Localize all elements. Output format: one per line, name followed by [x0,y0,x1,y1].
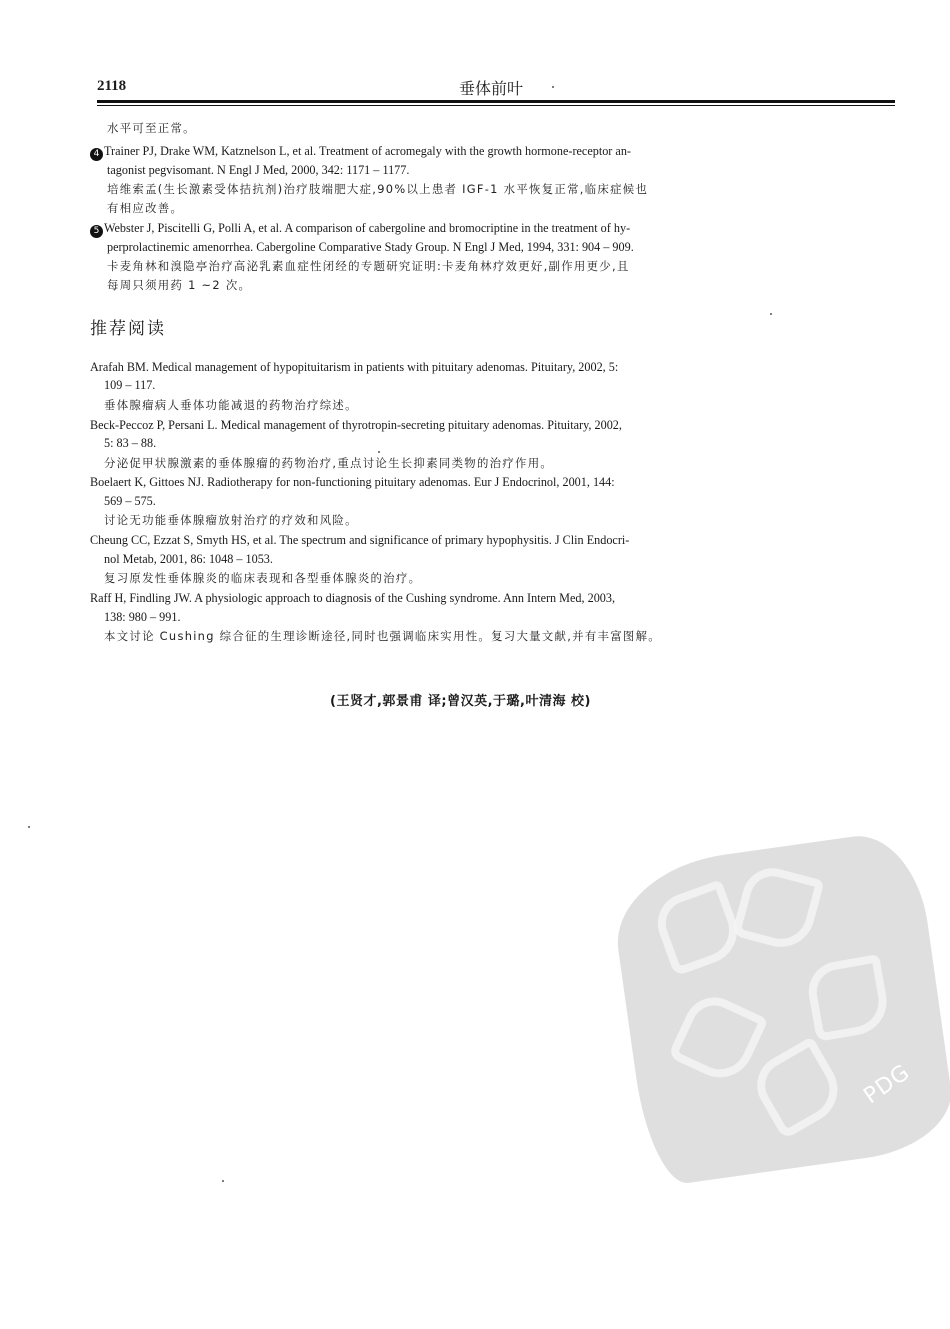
page-number: 2118 [97,78,127,94]
reading-citation: Raff H, Findling JW. A physiologic approach to diagnosis of the Cushing syndrome. Ann Intern Med, 2003, [90,591,616,605]
reference-citation: Webster J, Piscitelli G, Polli A, et al. A comparison of cabergoline and bromocriptine in the treatment of hy- [104,221,631,235]
reference-number-badge: 5 [90,225,103,238]
reading-citation: Beck-Peccoz P, Persani L. Medical management of thyrotropin-secreting pituitary adenomas. Pituitary, 2002, [90,418,622,432]
translator-credits: (王贤才,郭景甫 译;曾汉英,于璐,叶清海 校) [330,694,591,709]
reference-note: 有相应改善。 [107,201,184,215]
reading-citation: 5: 83 – 88. [104,436,157,450]
reference-citation: Trainer PJ, Drake WM, Katznelson L, et al. Treatment of acromegaly with the growth hormone-receptor an- [104,144,631,158]
scan-speck [222,1180,224,1182]
reading-note: 复习原发性垂体腺炎的临床表现和各型垂体腺炎的治疗。 [104,571,422,585]
section-heading-recommended-reading: 推荐阅读 [90,319,166,339]
reference-citation: tagonist pegvisomant. N Engl J Med, 2000, 342: 1171 – 1177. [107,163,410,177]
scan-speck [552,86,554,88]
reading-citation: nol Metab, 2001, 86: 1048 – 1053. [104,552,273,566]
reading-note: 分泌促甲状腺激素的垂体腺瘤的药物治疗,重点讨论生长抑素同类物的治疗作用。 [104,456,554,470]
watermark-text: PDG [859,1059,915,1110]
reference-citation: perprolactinemic amenorrhea. Cabergoline Comparative Stady Group. N Engl J Med, 1994, 331: 904 – 909. [107,240,634,254]
reading-citation: 109 – 117. [104,378,156,392]
reading-note: 讨论无功能垂体腺瘤放射治疗的疗效和风险。 [104,513,358,527]
reading-citation: 569 – 575. [104,494,156,508]
reference-number-badge: 4 [90,148,103,161]
scan-speck [378,451,380,453]
header-rule-thin [97,105,895,106]
scan-speck [770,313,772,315]
reading-note: 垂体腺瘤病人垂体功能减退的药物治疗综述。 [104,398,358,412]
reference-note: 卡麦角林和溴隐亭治疗高泌乳素血症性闭经的专题研究证明:卡麦角林疗效更好,副作用更少,且 [107,259,630,273]
header-rule-thick [97,100,895,103]
reference-item [90,220,630,238]
reference-note: 每周只须用药 1 ~2 次。 [107,278,252,292]
reading-note: 本文讨论 Cushing 综合征的生理诊断途径,同时也强调临床实用性。复习大量文献,并有丰富图解。 [104,629,661,643]
reference-note: 水平可至正常。 [107,121,196,135]
reading-citation: Boelaert K, Gittoes NJ. Radiotherapy for non-functioning pituitary adenomas. Eur J Endocrinol, 2001, 144: [90,475,615,489]
running-title: 垂体前叶 [459,79,524,98]
reference-item [90,143,631,161]
reading-citation: Arafah BM. Medical management of hypopituitarism in patients with pituitary adenomas. Pituitary, 2002, 5: [90,360,619,374]
reading-citation: 138: 980 – 991. [104,610,181,624]
reference-note: 培维索孟(生长激素受体拮抗剂)治疗肢端肥大症,90%以上患者 IGF-1 水平恢复正常,临床症候也 [107,182,649,196]
reading-citation: Cheung CC, Ezzat S, Smyth HS, et al. The spectrum and significance of primary hypophysitis. J Clin Endocri- [90,533,630,547]
scan-speck [28,826,30,828]
